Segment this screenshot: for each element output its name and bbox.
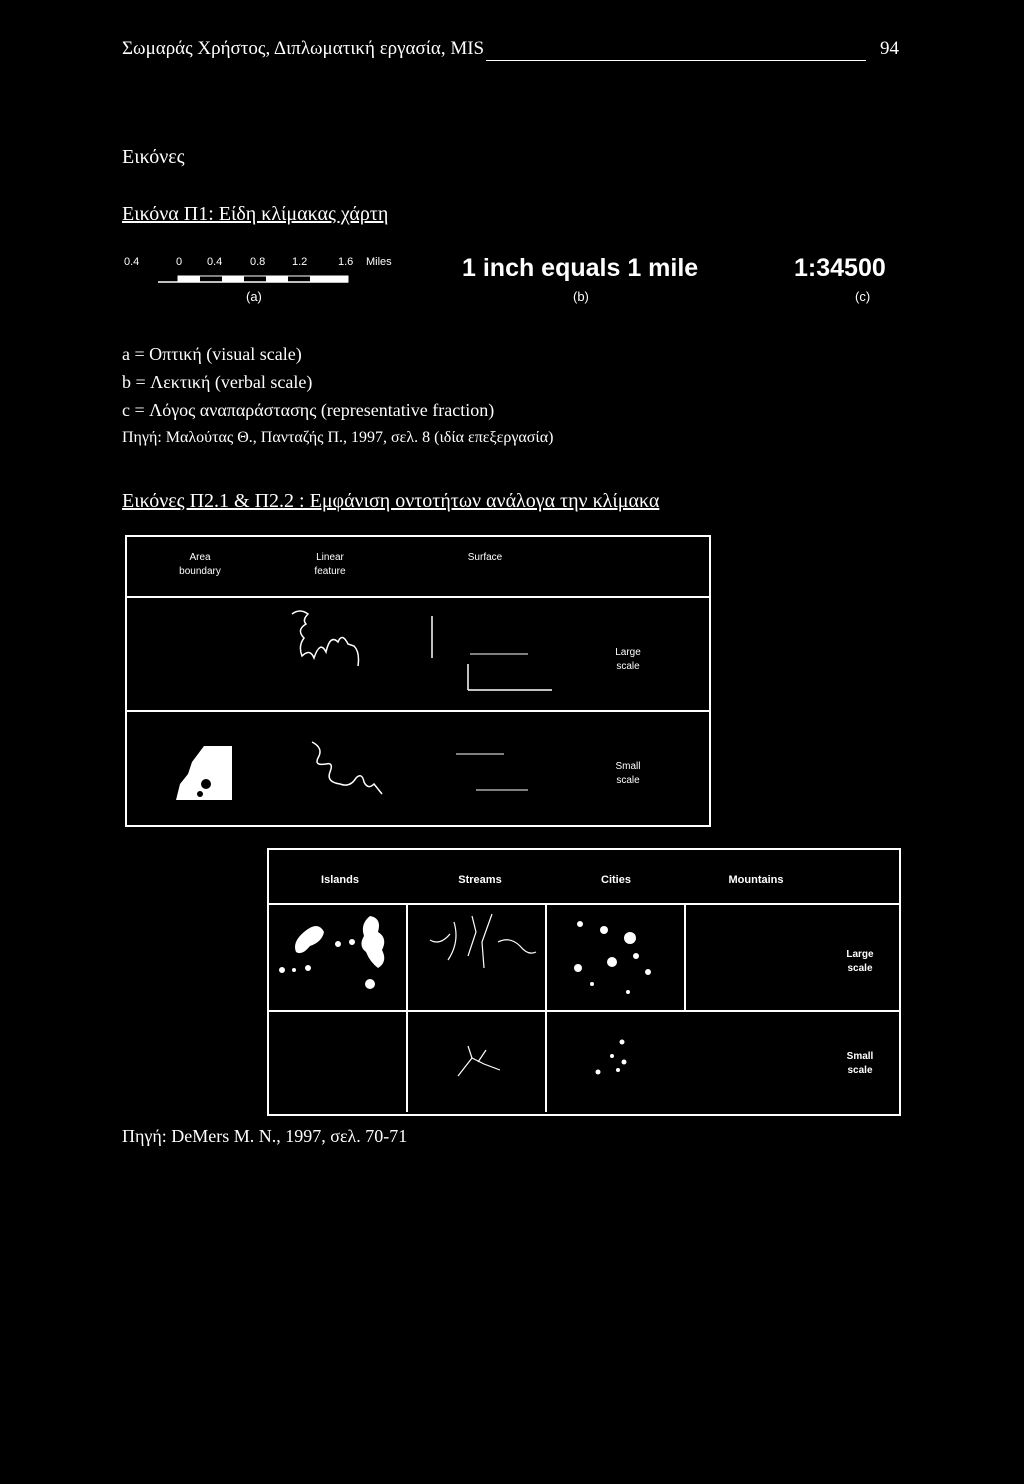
streams-small-icon	[450, 1042, 510, 1082]
linear-feature-small-icon	[308, 740, 388, 796]
header-rule	[486, 60, 866, 61]
label-a: (a)	[246, 289, 262, 304]
scale-tick: 1.6	[338, 256, 354, 268]
table1-row-large: Large scale	[615, 647, 641, 672]
figure1-title: Εικόνα Π1: Είδη κλίμακας χάρτη	[122, 203, 389, 225]
table2-col-line	[406, 903, 408, 1112]
fraction-scale: 1:34500	[794, 254, 886, 282]
cities-small-icon	[590, 1036, 630, 1082]
legend-b: b = Λεκτική (verbal scale)	[122, 372, 313, 392]
figure2-source: Πηγή: DeMers M. N., 1997, σελ. 70-71	[122, 1126, 408, 1146]
table1-row-small: Small scale	[615, 761, 641, 786]
table2-divider	[267, 1010, 901, 1012]
scale-bar	[158, 268, 350, 288]
table2-header-islands: Islands	[321, 874, 359, 886]
cities-large-icon	[560, 914, 670, 996]
streams-large-icon	[420, 912, 540, 982]
table1-divider	[125, 710, 711, 712]
scale-tick: 0	[176, 256, 183, 268]
verbal-scale: 1 inch equals 1 mile	[462, 254, 699, 282]
table2-col-line	[545, 903, 547, 1112]
legend-source: Πηγή: Μαλούτας Θ., Πανταζής Π., 1997, σελ. 8 (ιδία επεξεργασία)	[122, 429, 554, 446]
table1-divider	[125, 596, 711, 598]
surface-small-icon	[448, 748, 538, 794]
section-title: Εικόνες	[122, 146, 185, 168]
table2-row-small: Small scale	[846, 1051, 874, 1076]
scale-tick: 0.4	[207, 256, 223, 268]
table2-header-streams: Streams	[458, 874, 502, 886]
scale-unit: Miles	[366, 256, 392, 268]
table1-header-linear: Linear feature	[314, 552, 346, 577]
scale-tick: 1.2	[292, 256, 308, 268]
table1-header-surface: Surface	[467, 552, 503, 563]
table2-header-mountains: Mountains	[728, 874, 784, 886]
linear-feature-large-icon	[280, 606, 370, 676]
label-b: (b)	[573, 289, 589, 304]
page-number: 94	[880, 38, 899, 59]
table2-header-cities: Cities	[601, 874, 631, 886]
table2-col-line	[684, 903, 686, 1010]
surface-large-icon	[420, 612, 560, 697]
islands-large-icon	[274, 912, 404, 1002]
scale-tick: 0.8	[250, 256, 266, 268]
scale-tick: 0.4	[124, 256, 140, 268]
legend-c: c = Λόγος αναπαράστασης (representative fraction)	[122, 400, 495, 420]
table2-divider	[267, 903, 901, 905]
table2-row-large: Large scale	[846, 949, 874, 974]
figure2-title: Εικόνες Π2.1 & Π2.2 : Εμφάνιση οντοτήτων ανάλογα την κλίμακα	[122, 490, 660, 512]
label-c: (c)	[855, 289, 871, 304]
table1-header-area: Area boundary	[179, 552, 221, 577]
running-header: Σωμαράς Χρήστος, Διπλωματική εργασία, MIS	[122, 38, 485, 59]
legend-a: a = Οπτική (visual scale)	[122, 344, 302, 364]
area-boundary-small-icon	[170, 742, 240, 802]
